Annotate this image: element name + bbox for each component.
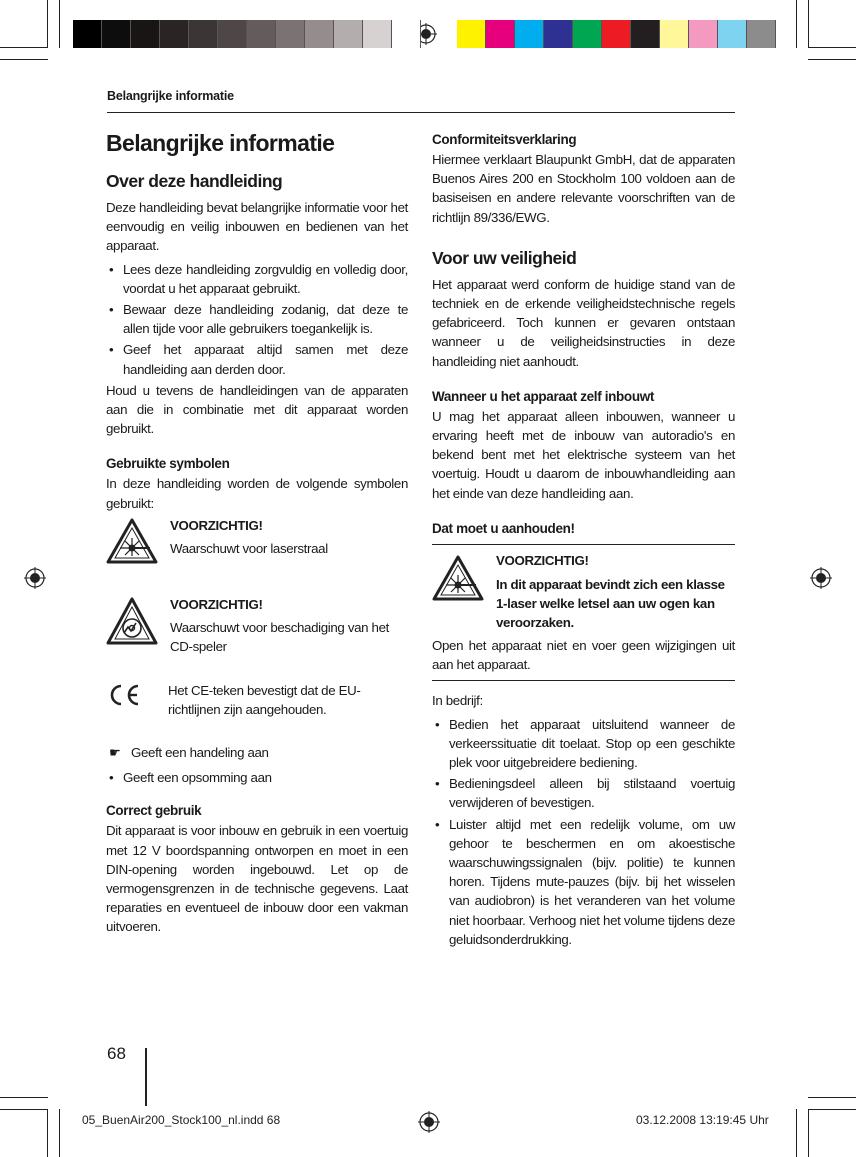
operation-bullets — [432, 715, 735, 949]
conformity-text: Hiermee verklaart Blaupunkt GmbH, dat de apparaten Buenos Aires 200 en Stockholm 100 voldoen aan de basiseisen en andere relevante voorschriften van de richtlijn 89/336/EWG. — [432, 152, 735, 225]
action-symbol-row — [106, 743, 408, 762]
crop-mark — [808, 47, 856, 48]
color-swatch — [189, 20, 218, 48]
page-number-rule — [145, 1048, 147, 1106]
list-item: • Bewaar deze handleiding zodanig, dat deze te allen tijde voor alle gebruikers toegankelijk is. — [106, 300, 408, 338]
crop-mark — [808, 59, 856, 60]
crop-mark — [796, 0, 797, 48]
color-swatch — [276, 20, 305, 48]
crop-mark — [0, 1109, 48, 1110]
page-number: 68 — [107, 1044, 126, 1063]
laser-class-warning-title: VOORZICHTIG! — [496, 552, 589, 568]
crop-mark — [808, 1109, 809, 1157]
color-swatch — [718, 20, 747, 48]
crop-mark — [796, 1109, 797, 1157]
about-outro: Houd u tevens de handleidingen van de apparaten aan die in combinatie met dit apparaat worden gebruikt. — [106, 382, 408, 437]
laser-class-warning — [432, 551, 735, 632]
page-title: Belangrijke informatie — [106, 130, 335, 156]
open-device-text: Open het apparaat niet en voer geen wijzigingen uit aan het apparaat. — [432, 638, 735, 673]
section-heading-conformity: Conformiteitsverklaring — [432, 132, 577, 147]
pointing-hand-icon: ☛ — [109, 745, 121, 761]
color-swatch — [73, 20, 102, 48]
ce-mark-icon — [106, 681, 160, 719]
crop-mark — [0, 59, 48, 60]
operation-heading: In bedrijf: — [432, 693, 483, 709]
registration-mark-icon — [418, 1111, 440, 1133]
color-swatch — [747, 20, 776, 48]
ce-mark-text: Het CE-teken bevestigt dat de EU-richtlijnen zijn aangehouden. — [168, 682, 361, 717]
crop-mark — [808, 1109, 856, 1110]
color-swatch — [660, 20, 689, 48]
registration-mark-icon — [24, 567, 46, 589]
left-column — [106, 124, 408, 937]
crop-mark — [47, 0, 48, 48]
crop-mark — [808, 1097, 856, 1098]
grayscale-colorbar — [73, 20, 421, 48]
ce-mark-row — [106, 681, 408, 719]
section-heading-install: Wanneer u het apparaat zelf inbouwt — [432, 388, 655, 404]
laser-warning-title: VOORZICHTIG! — [170, 517, 263, 533]
cd-warning — [106, 593, 408, 657]
header-rule — [107, 112, 735, 113]
laser-warning-icon — [106, 514, 160, 569]
section-heading-safety: Voor uw veiligheid — [432, 247, 577, 268]
color-swatch — [334, 20, 363, 48]
list-item: • Lees deze handleiding zorgvuldig en volledig door, voordat u het apparaat gebruikt. — [106, 260, 408, 298]
color-swatch — [573, 20, 602, 48]
crop-mark — [47, 1109, 48, 1157]
running-header: Belangrijke informatie — [107, 89, 234, 103]
color-swatch — [131, 20, 160, 48]
action-symbol-text: Geeft een handeling aan — [131, 745, 269, 761]
crop-mark — [808, 0, 809, 48]
list-item: • Luister altijd met een redelijk volume, om uw gehoor te beschermen en om akoestische waarschuwingssignalen (bijv. politie) te kunnen horen. Tijdens mute-pauzes (bijv. bij het wisselen van audiobron) is het veranderen van het volume niet hoorbaar. Verhoog niet het volume tijdens deze geluidsonderdrukking. — [432, 815, 735, 949]
color-swatch — [392, 20, 421, 48]
color-swatch — [515, 20, 544, 48]
color-swatch — [363, 20, 392, 48]
crop-mark — [59, 1109, 60, 1157]
color-swatch — [305, 20, 334, 48]
correct-use-text: Dit apparaat is voor inbouw en gebruik in een voertuig met 12 V boordspanning ontworpen en moet in een DIN-opening worden ingebouwd. Let op de vermogensgrenzen in de technische gegevens. Laat reparaties en eventueel de inbouw door een vakman uitvoeren. — [106, 823, 408, 935]
color-swatch — [457, 20, 486, 48]
about-bullets — [106, 260, 408, 379]
about-intro: Deze handleiding bevat belangrijke informatie voor het eenvoudig en veilig inbouwen en bedienen van het apparaat. — [106, 200, 408, 254]
section-heading-about: Over deze handleiding — [106, 171, 283, 191]
cd-warning-text: Waarschuwt voor beschadiging van het CD-speler — [170, 620, 389, 655]
right-column — [432, 124, 735, 951]
symbols-intro: In deze handleiding worden de volgende symbolen gebruikt: — [106, 476, 408, 511]
list-item: • Bedien het apparaat uitsluitend wanneer de verkeerssituatie dit toelaat. Stop op een geschikte plek voor uitgebreidere bediening. — [432, 715, 735, 773]
process-colorbar — [457, 20, 776, 48]
laser-class-warning-text: In dit apparaat bevindt zich een klasse 1-laser welke letsel aan uw ogen kan veroorzaken. — [496, 577, 725, 631]
laser-warning-text: Waarschuwt voor laserstraal — [170, 541, 328, 557]
color-swatch — [631, 20, 660, 48]
crop-mark — [0, 47, 48, 48]
slug-filename: 05_BuenAir200_Stock100_nl.indd 68 — [82, 1113, 281, 1127]
section-heading-observe: Dat moet u aanhouden! — [432, 520, 575, 536]
rule — [432, 544, 735, 545]
crop-mark — [0, 1097, 48, 1098]
registration-mark-icon — [810, 567, 832, 589]
list-item: • Bedieningsdeel alleen bij stilstaand voertuig verwijderen of bevestigen. — [432, 774, 735, 812]
crop-mark — [59, 0, 60, 48]
color-swatch — [247, 20, 276, 48]
laser-warning — [106, 514, 408, 569]
color-swatch — [689, 20, 718, 48]
color-swatch — [218, 20, 247, 48]
color-swatch — [486, 20, 515, 48]
cd-warning-title: VOORZICHTIG! — [170, 597, 263, 613]
color-swatch — [102, 20, 131, 48]
list-symbol-row — [106, 768, 408, 787]
install-text: U mag het apparaat alleen inbouwen, wanneer u ervaring heeft met de inbouw van autoradio's en bekend bent met het elektrische systeem van het voertuig. Houdt u daarom de inbouwhandleiding aan het einde van deze handleiding aan. — [432, 408, 735, 501]
laser-warning-icon — [432, 551, 486, 632]
section-heading-correct-use: Correct gebruik — [106, 803, 202, 819]
list-symbol-text: • Geeft een opsomming aan — [106, 768, 408, 787]
cd-damage-warning-icon — [106, 593, 160, 657]
safety-text: Het apparaat werd conform de huidige stand van de techniek en de erkende veiligheidstechnische regels gefabriceerd. Toch kunnen er gevaren ontstaan wanneer u de veiligheidsinstructies in deze handleiding niet aanhoudt. — [432, 276, 735, 369]
color-swatch — [602, 20, 631, 48]
color-swatch — [544, 20, 573, 48]
list-item: • Geef het apparaat altijd samen met deze handleiding aan derden door. — [106, 340, 408, 378]
slug-datetime: 03.12.2008 13:19:45 Uhr — [636, 1113, 769, 1127]
section-heading-symbols: Gebruikte symbolen — [106, 456, 230, 472]
color-swatch — [160, 20, 189, 48]
